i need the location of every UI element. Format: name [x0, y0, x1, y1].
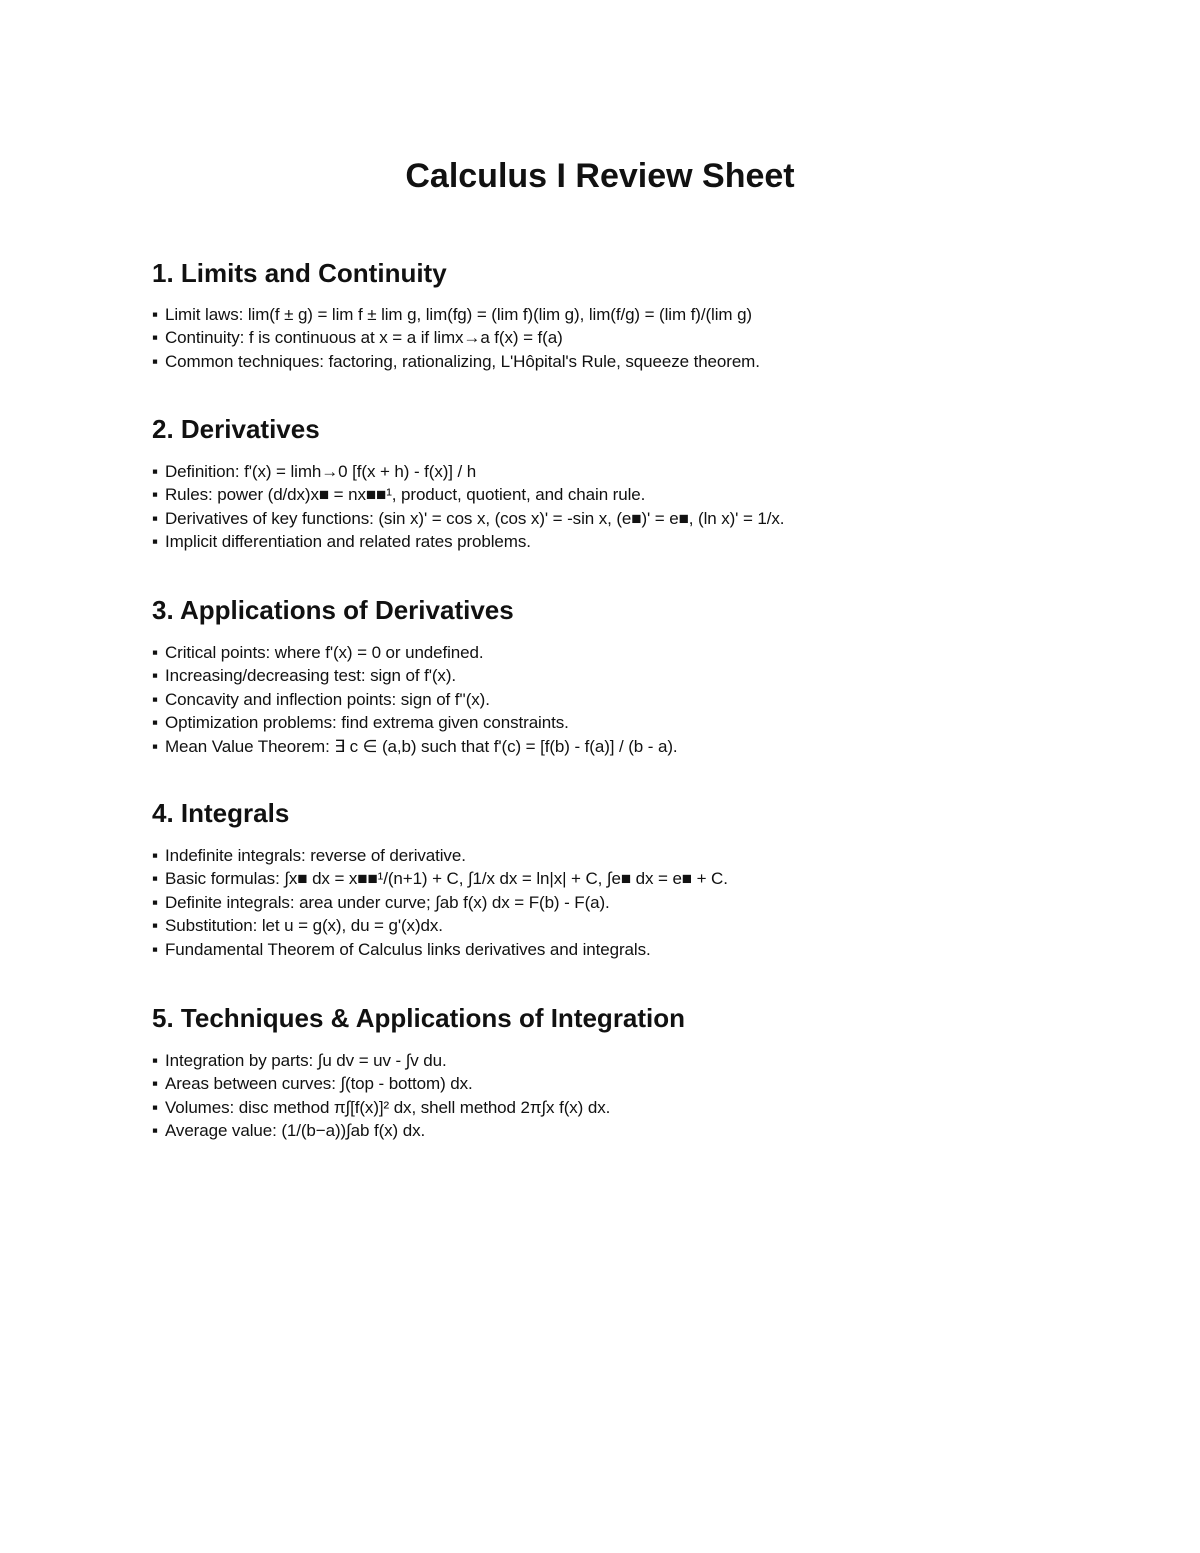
list-item-text: Definite integrals: area under curve; ∫ab f(x) dx = F(b) - F(a). — [165, 892, 610, 912]
list-item-text: Integration by parts: ∫u dv = uv - ∫v du. — [165, 1051, 447, 1070]
section-list-integrals — [152, 844, 728, 961]
bullet-icon: ▪ — [152, 713, 158, 733]
list-item — [152, 664, 678, 687]
list-item — [152, 483, 784, 506]
list-item-text: Average value: (1/(b−a))∫ab f(x) dx. — [165, 1121, 426, 1141]
list-item-text: Increasing/decreasing test: sign of f'(x). — [165, 666, 457, 686]
page-title: Calculus I Review Sheet — [405, 157, 795, 195]
list-item-text: Volumes: disc method π∫[f(x)]² dx, shell method 2π∫x f(x) dx. — [165, 1097, 611, 1117]
bullet-icon: ▪ — [152, 643, 158, 662]
list-item-text: Fundamental Theorem of Calculus links derivatives and integrals. — [165, 939, 651, 959]
list-item — [152, 1072, 610, 1095]
list-item — [152, 711, 678, 734]
list-item — [152, 507, 784, 530]
bullet-icon: ▪ — [152, 1051, 158, 1070]
list-item-text: Indefinite integrals: reverse of derivative. — [165, 846, 466, 865]
list-item-text: Critical points: where f'(x) = 0 or undefined. — [165, 643, 484, 662]
bullet-icon: ▪ — [152, 689, 158, 709]
list-item — [152, 1096, 610, 1119]
bullet-icon: ▪ — [152, 736, 158, 756]
bullet-icon: ▪ — [152, 1074, 158, 1094]
list-item — [152, 350, 760, 373]
list-item-text: Basic formulas: ∫x■ dx = x■■¹/(n+1) + C, ∫1/x dx = ln|x| + C, ∫e■ dx = e■ + C. — [165, 869, 728, 889]
bullet-icon: ▪ — [152, 485, 158, 505]
list-item — [152, 326, 760, 349]
list-item — [152, 303, 760, 326]
list-item-text: Implicit differentiation and related rates problems. — [165, 532, 531, 552]
section-heading-techniques-of-integration: 5. Techniques & Applications of Integration — [152, 1003, 686, 1033]
bullet-icon: ▪ — [152, 462, 158, 481]
bullet-icon: ▪ — [152, 666, 158, 686]
bullet-icon: ▪ — [152, 1097, 158, 1117]
list-item-text: Optimization problems: find extrema given constraints. — [165, 713, 569, 733]
list-item — [152, 844, 728, 867]
section-heading-integrals: 4. Integrals — [152, 798, 290, 828]
list-item — [152, 688, 678, 711]
bullet-icon: ▪ — [152, 869, 158, 889]
section-heading-applications-of-derivatives: 3. Applications of Derivatives — [152, 595, 514, 625]
list-item-text: Definition: f'(x) = limh→0 [f(x + h) - f(x)] / h — [165, 462, 477, 481]
list-item — [152, 641, 678, 664]
list-item-text: Derivatives of key functions: (sin x)' = cos x, (cos x)' = -sin x, (e■)' = e■, (ln x)' = 1/x. — [165, 508, 785, 528]
list-item-text: Limit laws: lim(f ± g) = lim f ± lim g, lim(fg) = (lim f)(lim g), lim(f/g) = (lim f)/(lim g) — [165, 305, 752, 324]
list-item-text: Rules: power (d/dx)x■ = nx■■¹, product, quotient, and chain rule. — [165, 485, 646, 505]
bullet-icon: ▪ — [152, 305, 158, 324]
list-item — [152, 1049, 610, 1072]
list-item — [152, 1119, 610, 1142]
list-item — [152, 460, 784, 483]
list-item-text: Common techniques: factoring, rationalizing, L'Hôpital's Rule, squeeze theorem. — [165, 351, 760, 371]
list-item-text: Mean Value Theorem: ∃ c ∈ (a,b) such that f'(c) = [f(b) - f(a)] / (b - a). — [165, 736, 678, 756]
section-list-applications-of-derivatives — [152, 641, 678, 758]
list-item — [152, 891, 728, 914]
section-heading-limits: 1. Limits and Continuity — [152, 258, 447, 288]
bullet-icon: ▪ — [152, 532, 158, 552]
list-item — [152, 938, 728, 961]
list-item-text: Substitution: let u = g(x), du = g'(x)dx. — [165, 916, 443, 936]
list-item — [152, 867, 728, 890]
bullet-icon: ▪ — [152, 508, 158, 528]
bullet-icon: ▪ — [152, 939, 158, 959]
bullet-icon: ▪ — [152, 328, 158, 348]
list-item-text: Areas between curves: ∫(top - bottom) dx. — [165, 1074, 473, 1094]
list-item — [152, 530, 784, 553]
section-list-limits — [152, 303, 760, 373]
list-item-text: Continuity: f is continuous at x = a if limx→a f(x) = f(a) — [165, 328, 563, 348]
bullet-icon: ▪ — [152, 892, 158, 912]
section-list-techniques-of-integration — [152, 1049, 610, 1143]
bullet-icon: ▪ — [152, 916, 158, 936]
list-item — [152, 735, 678, 758]
list-item — [152, 914, 728, 937]
bullet-icon: ▪ — [152, 1121, 158, 1141]
section-heading-derivatives: 2. Derivatives — [152, 414, 320, 444]
section-list-derivatives — [152, 460, 784, 554]
list-item-text: Concavity and inflection points: sign of f''(x). — [165, 689, 490, 709]
bullet-icon: ▪ — [152, 846, 158, 865]
bullet-icon: ▪ — [152, 351, 158, 371]
